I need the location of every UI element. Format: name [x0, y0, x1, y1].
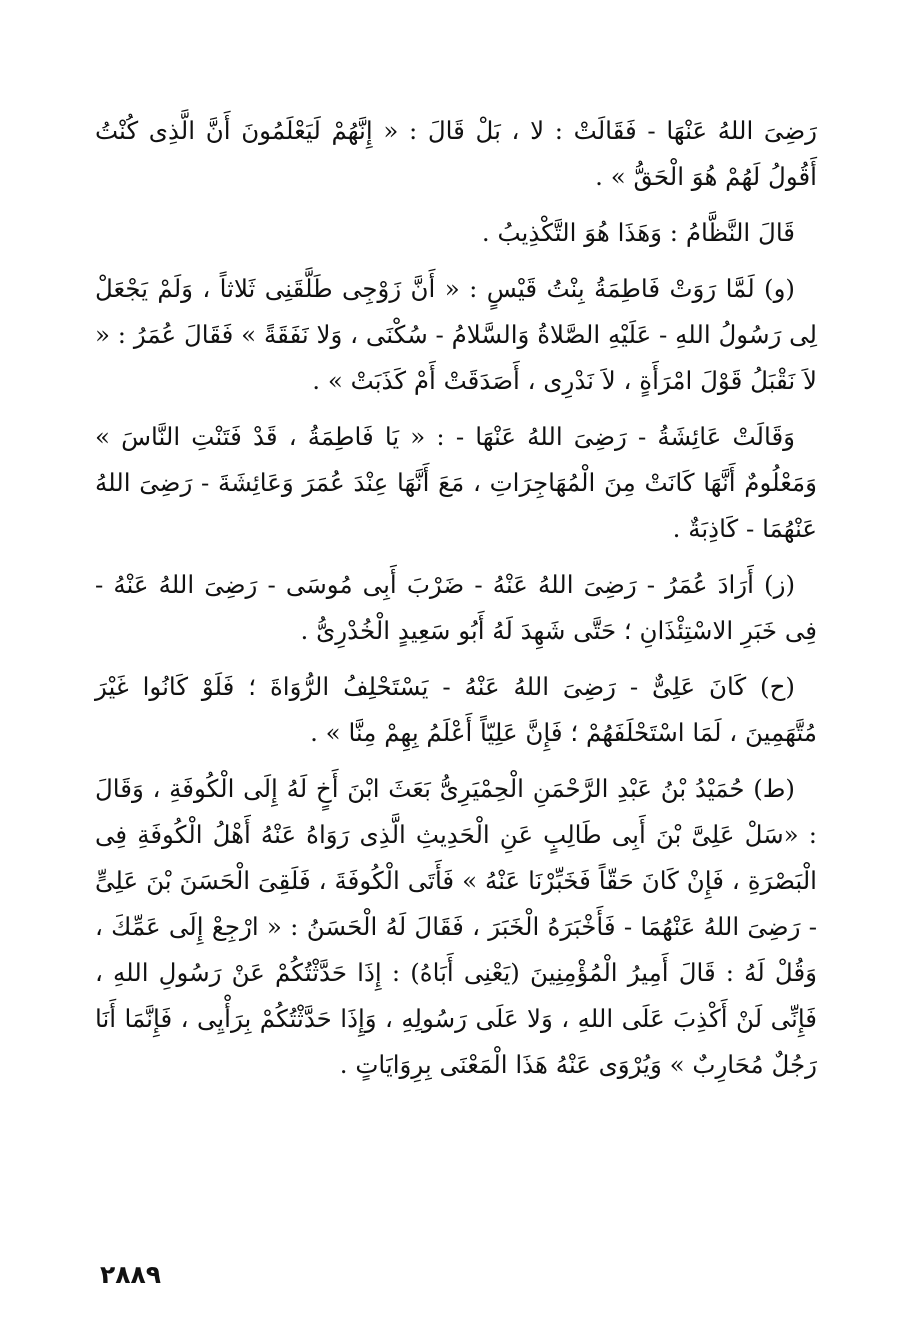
paragraph-ha: (ح) كَانَ عَلِىٌّ - رَضِىَ اللهُ عَنْهُ - يَسْتَحْلِفُ الرُّوَاةَ ؛ فَلَوْ كَانُوا غَيْرَ مُتَّهَمِينَ ، لَمَا اسْتَحْلَفَهُمْ ؛ فَإِنَّ عَلِيّاً أَعْلَمُ بِهِمْ مِنَّا » .	[95, 672, 817, 747]
paragraph-ta: (ط) حُمَيْدُ بْنُ عَبْدِ الرَّحْمَنِ الْحِمْيَرِىُّ بَعَثَ ابْنَ أَخٍ لَهُ إِلَى الْكُوفَةِ ، وَقَالَ : «سَلْ عَلِىَّ بْنَ أَبِى طَالِبٍ عَنِ الْحَدِيثِ الَّذِى رَوَاهُ عَنْهُ أَهْلُ الْكُوفَةِ فِى الْبَصْرَةِ ، فَإِنْ كَانَ حَقّاً فَخَبِّرْنَا عَنْهُ » فَأَتَى الْكُوفَةَ ، فَلَقِىَ الْحَسَنَ بْنَ عَلِىٍّ - رَضِىَ اللهُ عَنْهُمَا - فَأَخْبَرَهُ الْخَبَرَ ، فَقَالَ لَهُ الْحَسَنُ : « ارْجِعْ إِلَى عَمِّكَ ، وَقُلْ لَهُ : قَالَ أَمِيرُ الْمُؤْمِنِينَ (يَعْنِى أَبَاهُ) : إِذَا حَدَّثْتُكُمْ عَنْ رَسُولِ اللهِ ، فَإِنِّى لَنْ أَكْذِبَ عَلَى اللهِ ، وَلا عَلَى رَسُولِهِ ، وَإِذَا حَدَّثْتُكُمْ بِرَأْيِى ، فَإِنَّمَا أَنَا رَجُلٌ مُحَارِبٌ » وَيُرْوَى عَنْهُ هَذَا الْمَعْنَى بِرِوَايَاتٍ .	[95, 774, 817, 1079]
paragraph-waw: (و) لَمَّا رَوَتْ فَاطِمَةُ بِنْتُ قَيْسٍ : « أَنَّ زَوْجِى طَلَّقَنِى ثَلاثاً ، وَلَمْ يَجْعَلْ لِى رَسُولُ اللهِ - عَلَيْهِ الصَّلاةُ وَالسَّلامُ - سُكْنَى ، وَلا نَفَقَةً » فَقَالَ عُمَرُ : « لاَ نَقْبَلُ قَوْلَ امْرَأَةٍ ، لاَ نَدْرِى ، أَصَدَقَتْ أَمْ كَذَبَتْ » .	[95, 274, 817, 395]
paragraph-continuation: رَضِىَ اللهُ عَنْهَا - فَقَالَتْ : لا ، بَلْ قَالَ : « إِنَّهُمْ لَيَعْلَمُونَ أَنَّ الَّذِى كُنْتُ أَقُولُ لَهُمْ هُوَ الْحَقُّ » .	[95, 116, 817, 191]
page-body	[95, 108, 817, 1098]
paragraph-aisha: وَقَالَتْ عَائِشَةُ - رَضِىَ اللهُ عَنْهَا - : « يَا فَاطِمَةُ ، قَدْ فَتَنْتِ النَّاسَ » وَمَعْلُومٌ أَنَّهَا كَانَتْ مِنَ الْمُهَاجِرَاتِ ، مَعَ أَنَّهَا عِنْدَ عُمَرَ وَعَائِشَةَ - رَضِىَ اللهُ عَنْهُمَا - كَاذِبَةٌ .	[95, 422, 817, 543]
paragraph-zay: (ز) أَرَادَ عُمَرُ - رَضِىَ اللهُ عَنْهُ - ضَرْبَ أَبِى مُوسَى - رَضِىَ اللهُ عَنْهُ - فِى خَبَرِ الاسْتِئْذَانِ ؛ حَتَّى شَهِدَ لَهُ أَبُو سَعِيدٍ الْخُدْرِىُّ .	[95, 570, 817, 645]
page-number: ٢٨٨٩	[100, 1260, 162, 1289]
paragraph-nazzam-statement: قَالَ النَّظَّامُ : وَهَذَا هُوَ التَّكْذِيبُ .	[481, 218, 795, 247]
